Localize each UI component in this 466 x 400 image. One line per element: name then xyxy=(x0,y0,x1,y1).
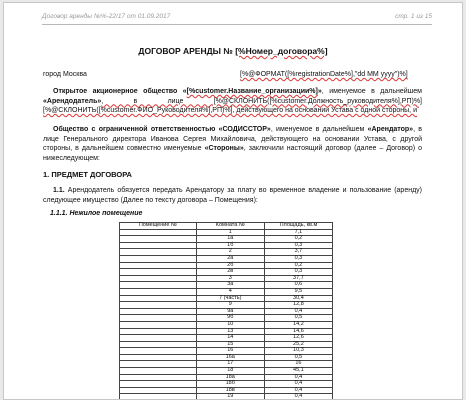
area-cell: 25,2 xyxy=(264,341,332,348)
room-cell: 18 xyxy=(196,368,264,375)
premises-cell xyxy=(120,269,197,276)
area-cell: 0,4 xyxy=(264,394,332,400)
city-label: город Москва xyxy=(43,71,87,78)
room-cell: 9а xyxy=(196,308,264,315)
area-cell: 7,1 xyxy=(264,229,332,236)
clause-1-1-number: 1.1. xyxy=(53,187,65,194)
premises-cell xyxy=(120,315,197,322)
area-cell: 0,3 xyxy=(264,255,332,262)
premises-cell xyxy=(120,321,197,328)
clause-1-1-text: Арендодатель обязуется передать Арендатору за плату во временное владение и пользование (аренду) следующее имущество (Далее по тексту договора – Помещения): xyxy=(43,187,422,204)
room-cell: 3а xyxy=(196,282,264,289)
room-cell: 2а xyxy=(196,255,264,262)
party2-paragraph xyxy=(43,125,422,163)
area-cell: 37,7 xyxy=(264,275,332,282)
room-cell: 9б xyxy=(196,315,264,322)
title-token: [%Номер_договора%] xyxy=(235,46,328,56)
table-row xyxy=(120,394,333,400)
room-cell: 9 xyxy=(196,302,264,309)
premises-cell xyxy=(120,229,197,236)
area-cell: 0,5 xyxy=(264,354,332,361)
premises-cell xyxy=(120,249,197,256)
room-cell: 15 xyxy=(196,341,264,348)
area-cell: 14,2 xyxy=(264,321,332,328)
document-page xyxy=(3,2,463,400)
area-cell: 3,7 xyxy=(264,249,332,256)
party1-token: [%customer.Название_организации%] xyxy=(186,88,318,95)
date-field: [%@ФОРМАТ([%registrationDate%],"dd MM yyyy")%] xyxy=(240,71,408,78)
room-cell: 18а xyxy=(196,374,264,381)
header-doc-ref: Договор аренды №%-22/17 от 01.09.2017 xyxy=(42,13,171,20)
party2-role: «Арендатор» xyxy=(367,126,414,133)
party1-text1: , именуемое в дальнейшем xyxy=(321,88,422,95)
room-cell: 2б xyxy=(196,262,264,269)
room-cell: 3 xyxy=(196,275,264,282)
room-cell: 13 xyxy=(196,328,264,335)
parties-term: «Стороны» xyxy=(204,145,244,152)
party1-text2: , в лице [%@СКЛОНИТЬ([%customer.Должность_руководителя%],РП)%] [%@СКЛОНИТЬ([%customer.ФИО_Руководителя%],РП)%], действующего на основании Устава с одной стороны, и xyxy=(43,97,422,114)
premises-cell xyxy=(120,354,197,361)
area-cell: 0,3 xyxy=(264,269,332,276)
area-cell: 0,2 xyxy=(264,236,332,243)
table-row xyxy=(120,321,333,328)
party1-prefix: Открытое акционерное общество « xyxy=(53,88,187,95)
room-cell: 16 xyxy=(196,348,264,355)
room-cell: 1б xyxy=(196,242,264,249)
title-prefix: ДОГОВОР АРЕНДЫ № xyxy=(138,46,233,56)
area-cell: 16 xyxy=(264,361,332,368)
room-cell: 2 xyxy=(196,249,264,256)
premises-cell xyxy=(120,348,197,355)
premises-cell xyxy=(120,255,197,262)
area-cell: 12,6 xyxy=(264,335,332,342)
party2-name: Общество с ограниченной ответственностью «СОДИССТОР» xyxy=(53,126,271,133)
area-cell: 12,8 xyxy=(264,302,332,309)
area-cell: 10,3 xyxy=(264,348,332,355)
area-cell: 0,3 xyxy=(264,242,332,249)
premises-cell xyxy=(120,242,197,249)
room-cell: 18б xyxy=(196,381,264,388)
premises-cell xyxy=(120,328,197,335)
room-cell: 18в xyxy=(196,387,264,394)
clause-1-1-1-title: 1.1.1. Нежилое помещение xyxy=(50,210,143,217)
premises-table xyxy=(119,222,333,400)
premises-cell xyxy=(120,381,197,388)
document-title xyxy=(4,46,462,56)
area-cell: 0,4 xyxy=(264,374,332,381)
table-body xyxy=(120,229,333,400)
city-date-row xyxy=(43,71,422,78)
premises-cell xyxy=(120,341,197,348)
premises-cell xyxy=(120,275,197,282)
area-cell: 45,1 xyxy=(264,368,332,375)
premises-cell xyxy=(120,374,197,381)
area-cell: 30,4 xyxy=(264,295,332,302)
premises-cell xyxy=(120,394,197,400)
party1-role: «Арендодатель» xyxy=(43,97,102,105)
party1-paragraph xyxy=(43,87,422,116)
party2-text1: , именуемое в дальнейшем xyxy=(270,126,368,133)
area-cell: 0,4 xyxy=(264,387,332,394)
party2-text2: , в лице Генерального директора Иванова Сергея Михайловича, действующего на основании Устава, с другой стороны, в дальнейшем совместно именуемые xyxy=(43,126,422,152)
premises-cell xyxy=(120,236,197,243)
premises-cell xyxy=(120,335,197,342)
premises-cell xyxy=(120,368,197,375)
header-area: Площадь, кв.м xyxy=(264,223,332,230)
area-cell: 0,5 xyxy=(264,315,332,322)
header-room: Комната № xyxy=(196,223,264,230)
room-cell: 2в xyxy=(196,269,264,276)
premises-cell xyxy=(120,308,197,315)
premises-cell xyxy=(120,282,197,289)
area-cell: 9,5 xyxy=(264,288,332,295)
premises-cell xyxy=(120,288,197,295)
area-cell: 0,4 xyxy=(264,381,332,388)
room-cell: 14 xyxy=(196,335,264,342)
area-cell: 0,6 xyxy=(264,282,332,289)
premises-cell xyxy=(120,262,197,269)
page-header xyxy=(42,13,432,20)
clause-1-1 xyxy=(43,186,422,205)
room-cell: 19 xyxy=(196,394,264,400)
room-cell: 16а xyxy=(196,354,264,361)
party2-text3: , заключили настоящий договор (далее – Договор) о нижеследующем: xyxy=(43,145,423,162)
room-cell: 1а xyxy=(196,236,264,243)
section-1-title: 1. ПРЕДМЕТ ДОГОВОРА xyxy=(43,170,132,179)
premises-cell xyxy=(120,361,197,368)
area-cell: 14,6 xyxy=(264,328,332,335)
premises-cell xyxy=(120,295,197,302)
room-cell: 1 xyxy=(196,229,264,236)
header-premises: Помещение № xyxy=(120,223,197,230)
header-divider xyxy=(42,24,432,25)
room-cell: 17 xyxy=(196,361,264,368)
room-cell: 7 (часть) xyxy=(196,295,264,302)
room-cell: 4 xyxy=(196,288,264,295)
header-page-number: стр. 1 из 15 xyxy=(395,13,432,20)
premises-cell xyxy=(120,387,197,394)
area-cell: 0,4 xyxy=(264,308,332,315)
premises-cell xyxy=(120,302,197,309)
room-cell: 10 xyxy=(196,321,264,328)
area-cell: 0,2 xyxy=(264,262,332,269)
party1-end: » xyxy=(317,88,322,95)
